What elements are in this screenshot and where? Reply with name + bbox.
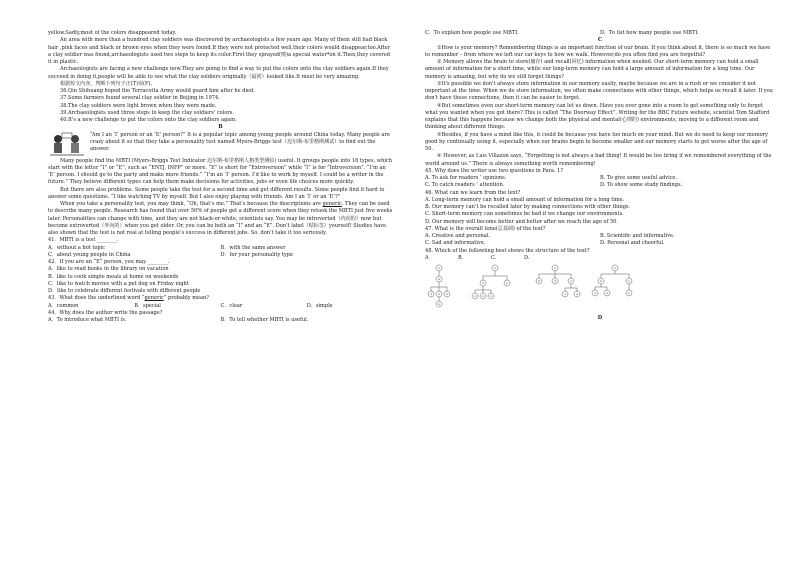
structure-diagrams <box>425 262 645 312</box>
passage-c-para-4: ④But sometimes even our short-term memory can let us down. Have you ever gone into a room to get something only to forget what you wanted when you got there? This is called “The Doorway Effect”. Writing for the BBC Future website, scientist Tom Stafford explains that this happens because we change both the physical and mental(心理的) environments, moving to a different room and thinking about different things. <box>425 102 770 131</box>
tf-item-40: 40.It's a new challenge to put the colors onto the clay soldiers again. <box>60 117 237 123</box>
tf-item-39: 39.Archaeologists used three steps to keep the clay soldiers' colors. <box>60 109 234 116</box>
left-column <box>48 30 393 324</box>
section-c-title: C <box>597 37 603 44</box>
q43-options-row <box>48 303 393 310</box>
option[interactable]: B．special <box>134 302 161 309</box>
q41-options-row <box>48 252 393 259</box>
option[interactable]: B. Scientific and informative. <box>600 233 675 239</box>
svg-text:②: ② <box>481 282 485 285</box>
passage-c-para-5: ⑤Besides, if you have a mind like this, it could be because you have too much on your mind. But we do need to keep our memory good by continually using it, especially when our brains begin to become smaller and our memory starts to get worse after the age of 50. <box>425 131 768 152</box>
passage-b-para: Many people find the MBTI (Myers-Briggs Test Indicator 迈尔斯-布里格斯人格类型测验) useful. It groups people into 16 types, which start with the letter “I” or “E”, such as “ENTJ, INFP” or more. “E” is short for “Extroversion” while “I” is for “Introversion”. “I’m an ‘E’ person. I should go to the party and make more friends.” “I’m an ‘I’ person. I’d like to work by myself. I could be a writer in the future.” They believe different types can help them make decisions for activities, jobs or even life choices more quickly. <box>48 157 393 186</box>
option[interactable]: A. Long-term memory can hold a small amount of information for a long time. <box>425 196 625 203</box>
svg-text:②: ② <box>599 280 603 283</box>
people-illustration-icon <box>48 132 86 158</box>
passage-b-para: When you take a personality test, you may think, “Oh, that’s me.” That’s because the descriptions are generic. They can be used to describe many people. Research has found that over 50% of people get a different score when they retook the MBTI just five weeks later. Personalities can change with time, and they are not black-or-white, scientists say. You may be introverted（内向的）now but become extroverted（外向的）when you get older. Or, you can be both an “I” and an “E”. Don’t label（贴标签）yourself! Studies have also shown that the test is not real at telling people’s success in different jobs. So, don’t take it too seriously. <box>48 201 393 236</box>
svg-text:⑥: ⑥ <box>627 292 631 295</box>
passage-b-intro-text: “Am I an ‘I’ person or an ‘E’ person?” It is a popular topic among young people around China today. Many people are crazy about it so that they take a personality test named Myers-Briggs test（迈尔斯-布里格斯测试）to find out the answer. <box>90 131 390 152</box>
passage-b-intro <box>48 132 393 158</box>
question-41: 41．MBTI is a test ________. <box>48 237 119 244</box>
option-letter[interactable]: C. <box>491 254 497 261</box>
svg-text:⑥: ⑥ <box>437 303 441 306</box>
svg-text:⑤: ⑤ <box>445 293 449 296</box>
option-letter[interactable]: D. <box>524 254 530 261</box>
svg-text:④: ④ <box>481 295 485 298</box>
passage-c-para-2: ② Memory allows the brain to store(储存) and recall(回忆) information when needed. Our short-term memory can hold a small amount of information for a short time, while our long-term memory can hold a large amount of information for a long time. Our memory is amazing, but why do we still forget things? <box>425 59 759 80</box>
option-letter[interactable]: A <box>425 254 429 261</box>
svg-text:①: ① <box>437 267 441 270</box>
svg-text:①: ① <box>493 267 497 270</box>
svg-text:④: ④ <box>605 292 609 295</box>
option[interactable]: C. To catch readers ’ attention. <box>425 182 505 189</box>
svg-text:⑤: ⑤ <box>563 293 567 296</box>
svg-text:⑥: ⑥ <box>505 282 509 285</box>
question-48: 48. Which of the followiing best shows the structure of the text? <box>425 247 590 254</box>
passage-a-tail: yellow.Sadly,most of the colors disappeared today. <box>48 30 177 36</box>
svg-text:④: ④ <box>437 293 441 296</box>
option[interactable]: B．with the same answer <box>220 244 286 251</box>
svg-text:②: ② <box>437 278 441 281</box>
svg-text:③: ③ <box>593 292 597 295</box>
q41-options-row <box>48 245 393 252</box>
tf-item-37: 37.Some farmers found several clay soldier in Beijing in 1974. <box>60 95 220 102</box>
structure-diagram-b <box>472 265 510 299</box>
tf-item-36: 36.Qin Shihuang hoped the Terracotta Army would guard him after he died. <box>60 88 255 94</box>
passage-a-para: Archaeologists are facing a new challenge now.They are going to find a way to put the colors onto the clay soldiers again.If they succeed in doing it,people will be able to see what the clay soldiers originally（最初）looked like.It must be very amazing. <box>48 66 389 80</box>
option[interactable]: D．for your personality type <box>220 251 293 258</box>
option-letter[interactable]: B. <box>458 254 464 261</box>
option[interactable]: D．like to celebrate different festivals with different people <box>48 288 201 294</box>
q47-options-row <box>425 240 775 247</box>
svg-text:⑤: ⑤ <box>627 280 631 283</box>
option[interactable]: D. To show some study findings. <box>600 182 683 189</box>
passage-c-para-1: ①How is your memory? Remembering things is an important function of our brain. If you think about it, there is so much we have to remember – from where we left our car keys to how we walk. However,do you often find you are forgetful? <box>425 44 771 58</box>
option[interactable]: B. To give some useful advice. <box>600 175 678 181</box>
q44-options-row-cont <box>425 30 775 37</box>
option[interactable]: A. Creative and personal. <box>425 233 491 239</box>
q47-options-row <box>425 233 775 240</box>
svg-text:⑤: ⑤ <box>489 295 493 298</box>
option[interactable]: D. Our memory will become better and better after we reach the age of 50. <box>425 218 618 225</box>
option[interactable]: C．clear <box>220 302 243 309</box>
q45-options-row <box>425 175 775 182</box>
option[interactable]: A．common <box>48 302 79 309</box>
option[interactable]: A. To ask for readers ’ opinions. <box>425 175 507 181</box>
q48-option-letters <box>425 255 775 262</box>
right-column <box>425 30 775 323</box>
option[interactable]: C. Sad and informative. <box>425 240 486 247</box>
structure-diagram-c <box>536 265 580 297</box>
section-d-title: D <box>597 315 603 322</box>
option[interactable]: D. Personal and cheerful. <box>600 240 665 247</box>
structure-diagram-a <box>428 265 450 307</box>
section-b-title: B <box>218 124 223 131</box>
svg-text:⑥: ⑥ <box>575 293 579 296</box>
svg-text:①: ① <box>553 267 557 270</box>
svg-text:④: ④ <box>569 280 573 283</box>
passage-a-para: An area with more than a hundred clay soldiers was discovered by archaeologists a few years ago. Many of them still had black hair ,pink faces and black or brown eyes when they were found.If they were not protected well,their colors would disappear,too.After a clay soldier was found,archaeologists used two steps to keep its color.First they sprayed(喷)a special water*on it.Then,they covered it in plastic. <box>48 37 391 65</box>
option[interactable]: A．To introduce what MBTI is. <box>48 317 127 323</box>
option[interactable]: C．about young people in China <box>48 251 131 258</box>
svg-text:③: ③ <box>473 295 477 298</box>
option[interactable]: C. Short-term memory can sometimes be bad if we change our environments. <box>425 211 624 218</box>
passage-c-para-6: ⑥ However, as Luis Villazon says, “Forgetting is not always a bad thing! It would be too tiring if we remembered everything of the world around us.” There is always something worth remembering! <box>425 153 772 167</box>
option[interactable]: A．like to read books in the library on vacation <box>48 266 169 273</box>
passage-b-para: But there are also problems. Some people take the test for a second time and get different results. Some people find it hard to answer some questions. “I like watching TV by myself. But I also enjoy playing with friends. Am I an ‘I’ or an ‘E’?” <box>48 186 385 200</box>
q45-options-row <box>425 182 775 189</box>
tf-item-38: 38.The clay soldiers were light brown when they were made. <box>60 102 217 109</box>
option[interactable]: C．To explain how people use MBTI. <box>425 30 519 36</box>
question-42: 42．If you are an “E” person, you may ________. <box>48 259 170 265</box>
option[interactable]: C．like to watch movies with a pet dog on Friday night <box>48 280 189 287</box>
option[interactable]: D．To list how many people use MBTI. <box>600 30 699 36</box>
svg-text:③: ③ <box>429 293 433 296</box>
question-45: 45. Why does the writer use two questions in Para. 1? <box>425 167 564 174</box>
svg-text:③: ③ <box>553 280 557 283</box>
svg-text:①: ① <box>613 267 617 270</box>
option[interactable]: B. Our memory can’t be recalled later by making connections with other things. <box>425 204 631 210</box>
option[interactable]: B．To tell whether MBTI is useful. <box>220 317 309 323</box>
option[interactable]: A．without a hot topic <box>48 244 106 251</box>
question-43: 43．What does the underlined word “generic” probably mean? <box>48 295 209 302</box>
underlined-word: generic <box>144 295 164 302</box>
underlined-word: generic <box>322 201 342 207</box>
option[interactable]: D．simple <box>306 302 333 309</box>
tf-instruction: 根据短文内容，判断下列句子正(T)误(F)。 <box>60 80 156 87</box>
passage-c-para-3: ③It's possible we don't always store information in our memory easily, maybe because we are in a rush or we consider it not important at the time. When we do store information, we often make connections with other things, which helps us recall it later. If you don't have these connections, then it can be easier to forget. <box>425 80 773 102</box>
svg-text:②: ② <box>537 280 541 283</box>
structure-diagram-d <box>592 265 632 296</box>
q44-options-row <box>48 317 393 324</box>
option[interactable]: B．like to cook simple meals at home on weekends <box>48 273 179 280</box>
question-47: 47. What is the overall tone(总基调) of the text? <box>425 225 546 232</box>
question-46: 46. What can we learn from the text? <box>425 189 521 196</box>
question-44: 44．Why does the author write the passage? <box>48 309 163 316</box>
